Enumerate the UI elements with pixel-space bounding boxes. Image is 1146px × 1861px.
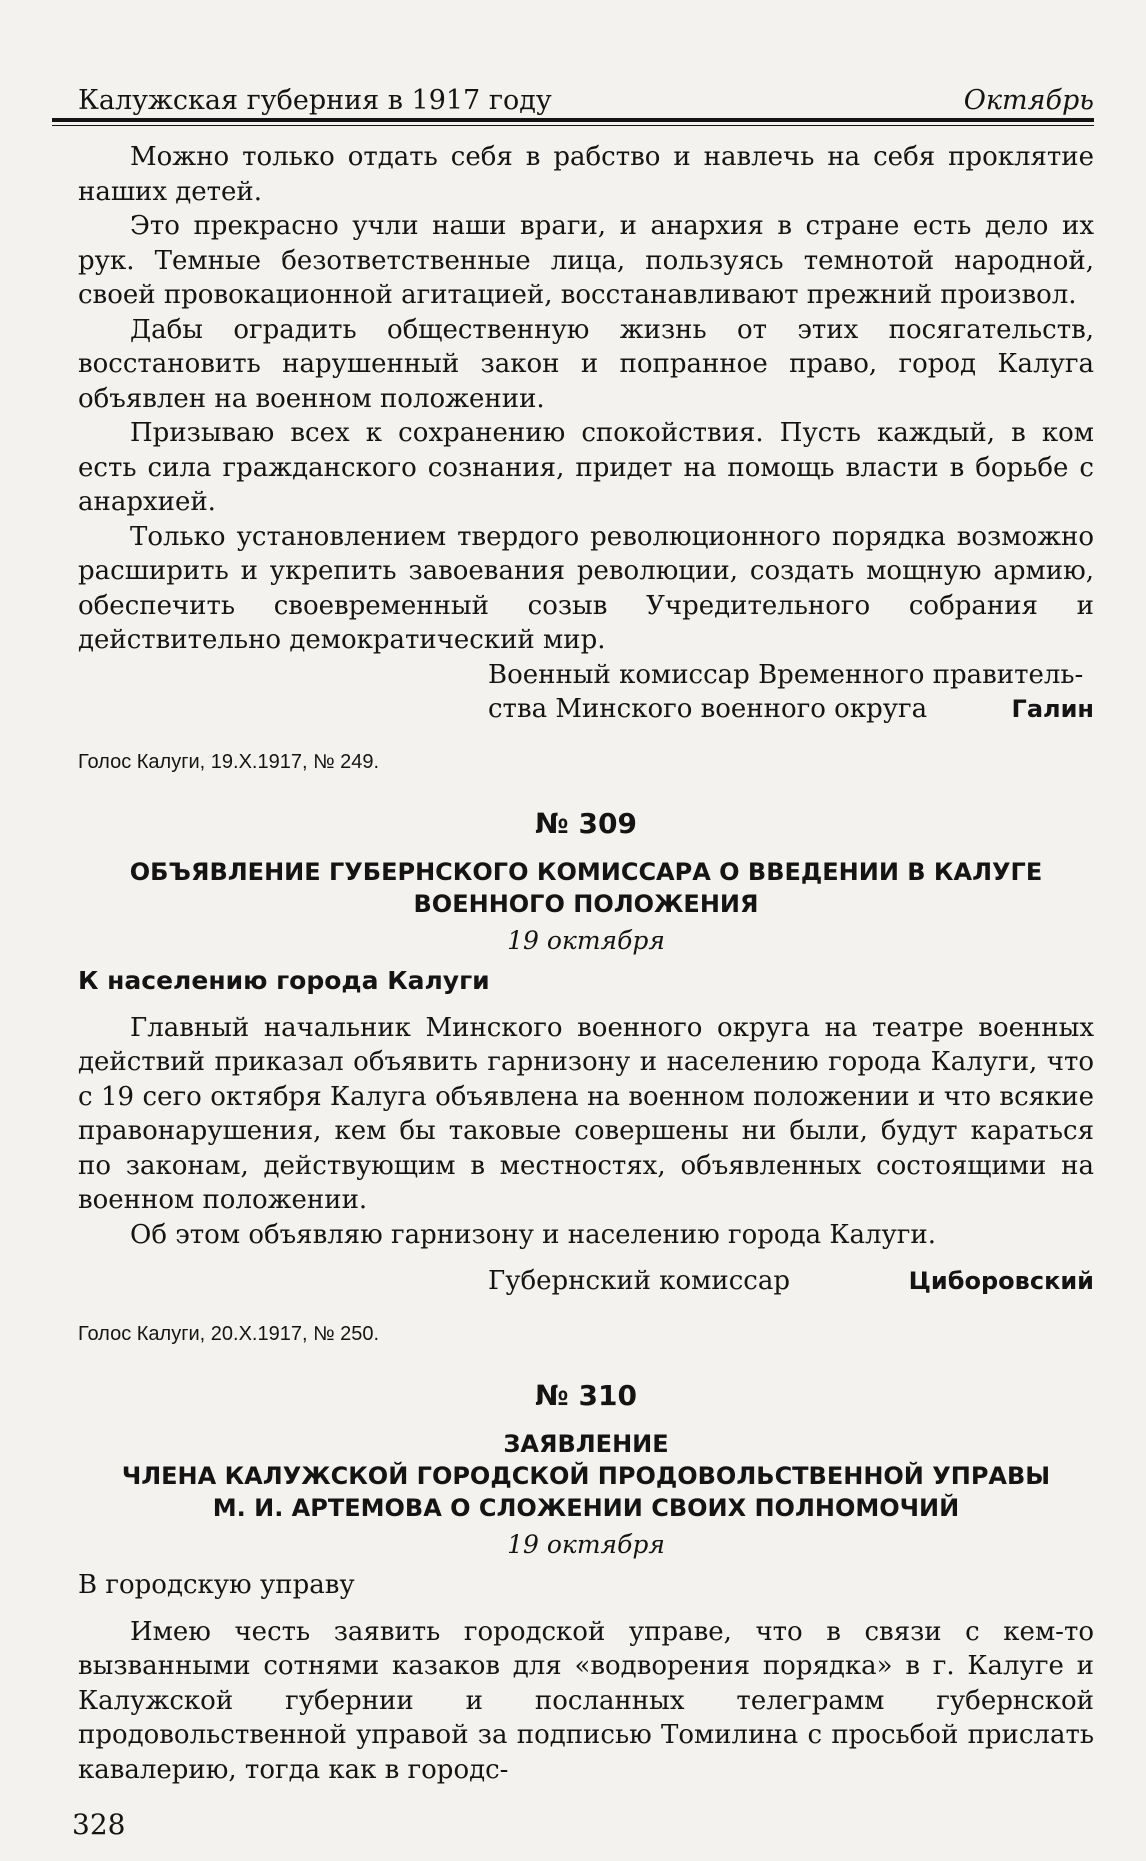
header-month: Октябрь: [963, 85, 1094, 116]
doc308-signature-role-cont: ства Минского военного округа: [488, 694, 928, 724]
doc308-signature: [488, 692, 1094, 727]
doc309-address: К населению города Калуги: [78, 966, 490, 995]
doc309-title-line: ОБЪЯВЛЕНИЕ ГУБЕРНСКОГО КОМИССАРА О ВВЕДЕНИИ В КАЛУГЕ: [129, 857, 1043, 886]
doc309-title: [78, 856, 1094, 920]
doc309-title-line: ВОЕННОГО ПОЛОЖЕНИЯ: [413, 889, 759, 918]
doc310-paragraph: Имею честь заявить городской управе, что в связи с кем-то вызванными сотнями казаков для «водворения порядка» в г. Калуге и Калужской губернии и посланных телеграмм губернской продовольственной управой за подписью Томилина с просьбой прислать кавалерию, тогда как в городс-: [78, 1616, 1094, 1785]
page-number: 328: [72, 1808, 126, 1841]
running-header: [78, 72, 1094, 116]
doc309-signature: [488, 1264, 1094, 1299]
doc308-paragraph: Призываю всех к сохранению спокойствия. Пусть каждый, в ком есть сила гражданского сознания, придет на помощь власти в борьбе с анархией.: [78, 418, 1094, 517]
doc310-number: № 310: [535, 1379, 637, 1412]
doc308-signature-role: Военный комиссар Временного правитель-: [488, 659, 1084, 690]
doc308-source: Голос Калуги, 19.X.1917, № 249.: [78, 750, 380, 773]
doc309-paragraph: Об этом объявляю гарнизону и населению города Калуги.: [130, 1219, 937, 1250]
doc309-number: № 309: [535, 807, 637, 840]
doc310-address: В городскую управу: [78, 1570, 355, 1600]
doc310-title: [78, 1428, 1094, 1524]
page-content: [78, 140, 1094, 1787]
doc309-date: 19 октября: [507, 925, 665, 955]
doc308-paragraph: Дабы оградить общественную жизнь от этих посягательств, восстановить нарушенный закон и попранное право, город Калуга объявлен на военном положении.: [78, 314, 1094, 414]
doc309-signature-name: Циборовский: [908, 1267, 1094, 1295]
doc308-paragraph: Только установлением твердого революционного порядка возможно расширить и укрепить завоевания революции, создать мощную армию, обеспечить своевременный созыв Учредительного собрания и действительно демократический мир.: [78, 521, 1094, 655]
doc308-signature-name: Галин: [1011, 695, 1094, 723]
doc309-signature-role: Губернский комиссар: [488, 1266, 790, 1296]
doc309-paragraph: Главный начальник Минского военного округа на театре военных действий приказал объявить гарнизону и населению города Калуги, что с 19 сего октября Калуга объявлена на военном положении и что всякие правонарушения, кем бы таковые совершены ни были, будут караться по законам, действующим в местностях, объявленных состоящими на военном положении.: [78, 1012, 1094, 1215]
doc308-paragraph: Это прекрасно учли наши враги, и анархия в стране есть дело их рук. Темные безответственные лица, пользуясь темнотой народной, своей провокационной агитацией, восстанавливают прежний произвол.: [78, 211, 1094, 310]
doc310-title-line: ЧЛЕНА КАЛУЖСКОЙ ГОРОДСКОЙ ПРОДОВОЛЬСТВЕННОЙ УПРАВЫ: [121, 1461, 1051, 1490]
running-title: Калужская губерния в 1917 году: [78, 85, 552, 116]
doc309-source: Голос Калуги, 20.X.1917, № 250.: [78, 1322, 380, 1345]
doc310-title-line: ЗАЯВЛЕНИЕ: [503, 1429, 669, 1458]
header-rule-thin: [52, 125, 1094, 126]
doc310-title-line: М. И. АРТЕМОВА О СЛОЖЕНИИ СВОИХ ПОЛНОМОЧИЙ: [212, 1493, 960, 1522]
header-rule-thick: [52, 118, 1094, 122]
doc310-date: 19 октября: [507, 1529, 665, 1559]
doc308-paragraph: Можно только отдать себя в рабство и навлечь на себя проклятие наших детей.: [78, 142, 1094, 207]
